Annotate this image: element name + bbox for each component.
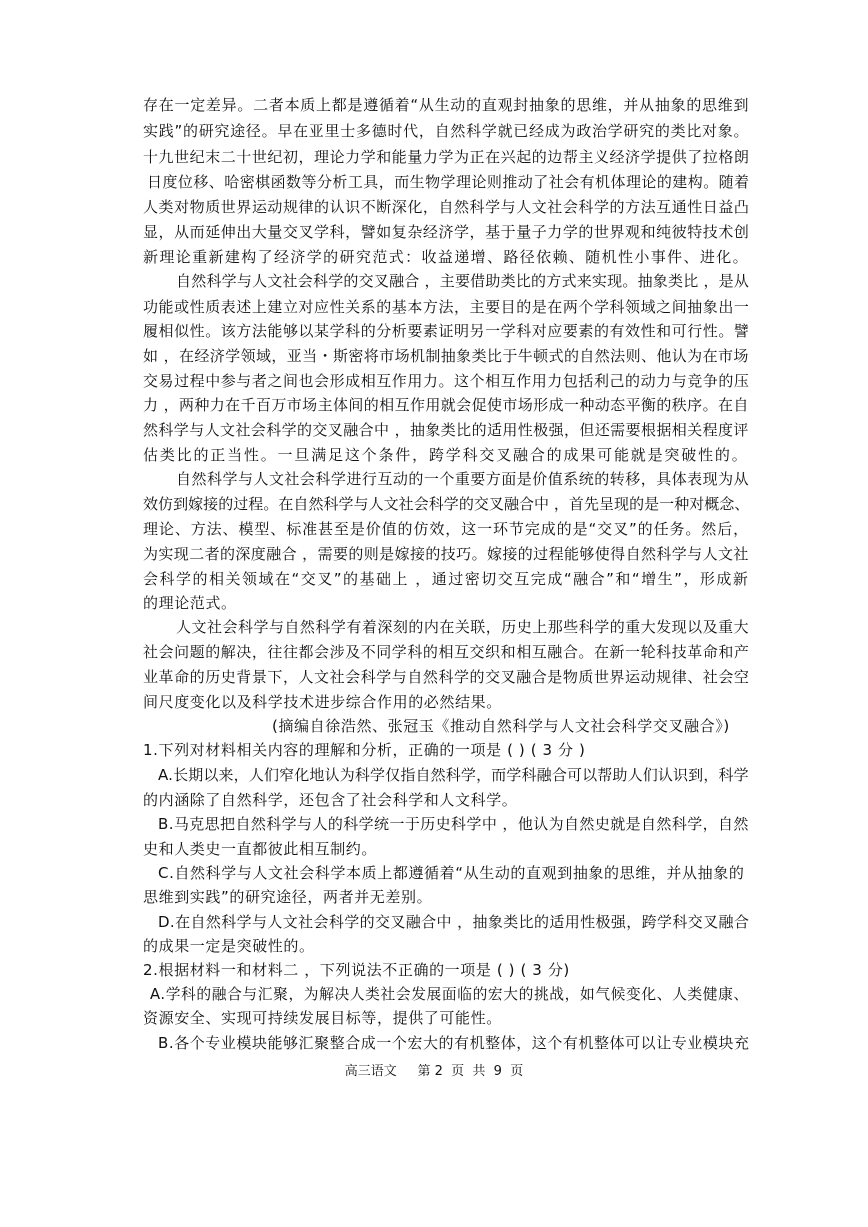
text-line: 的内涵除了自然科学，还包含了社会科学和人文科学。 xyxy=(143,791,518,809)
text-line: 履相似性。该方法能够以某学科的分析要素证明另一学科对应要素的有效性和可行性。譬 xyxy=(143,322,750,340)
text-line: 显，从而延伸出大量交叉学科，譬如复杂经济学，基于量子力学的世界观和纯彼特技术创 xyxy=(143,223,750,241)
text-line: 的成果一定是突破性的。 xyxy=(143,937,315,955)
text-line: 理论、方法、模型、标准甚至是价值的仿效，这一环节完成的是“交叉”的任务。然后， xyxy=(143,520,750,538)
text-line: 然科学与人文社会科学的交叉融合中 ，抽象类比的适用性极强，但还需要根据相关程度评 xyxy=(143,421,749,439)
question-1-option-b: B.马克思把自然科学与人的科学统一于历史科学中 ，他认为自然史就是自然科学，自然 xyxy=(158,815,749,833)
text-line: 间尺度变化以及科学技术进步综合作用的必然结果。 xyxy=(143,693,502,711)
text-line: 力 ，两种力在千百万市场主体间的相互作用就会促使市场形成一种动态平衡的秩序。在自 xyxy=(143,396,749,414)
question-1-option-a: A.长期以来，人们窄化地认为科学仅指自然科学，而学科融合可以帮助人们认识到，科学 xyxy=(158,766,749,784)
text-line: 实践”的研究途径。早在亚里士多德时代，自然科学就已经成为政治学研究的类比对象。 xyxy=(143,122,750,140)
text-line: 人类对物质世界运动规律的认识不断深化，自然科学与人文社会科学的方法互通性日益凸 xyxy=(143,198,750,216)
question-1-option-d: D.在自然科学与人文社会科学的交叉融合中 ，抽象类比的适用性极强，跨学科交叉融合 xyxy=(158,913,750,931)
question-1-option-c: C.自然科学与人文社会科学本质上都遵循着“从生动的直观到抽象的思维，并从抽象的 xyxy=(158,864,745,882)
text-line: 的理论范式。 xyxy=(143,594,237,612)
text-line: 功能或性质表述上建立对应性关系的基本方法，主要目的是在两个学科领域之间抽象出一 xyxy=(143,298,750,316)
text-line: 交易过程中参与者之间也会形成相互作用力。这个相互作用力包括利己的动力与竞争的压 xyxy=(143,372,750,390)
text-line: 会科学的相关领域在“交叉”的基础上 ，通过密切交互完成“融合”和“增生”，形成新 xyxy=(143,570,750,588)
text-line: 史和人类史一直都彼此相互制约。 xyxy=(143,840,378,858)
question-2-option-a: A.学科的融合与汇聚，为解决人类社会发展面临的宏大的挑战，如气候变化、人类健康、 xyxy=(150,985,749,1003)
text-line: 估类比的正当性。一旦满足这个条件，跨学科交叉融合的成果可能就是突破性的。 xyxy=(143,446,749,464)
question-1: 1.下列对材料相关内容的理解和分析，正确的一项是 ( ) ( 3 分 ) xyxy=(143,741,586,759)
text-line: 社会问题的解决，往往都会涉及不同学科的相互交织和相互融合。在新一轮科技革命和产 xyxy=(143,643,750,661)
question-2: 2.根据材料一和材料二 ，下列说法不正确的一项是 ( ) ( 3 分) xyxy=(143,961,570,979)
text-line: 业革命的历史背景下，人文社会科学与自然科学的交叉融合是物质世界运动规律、社会空 xyxy=(143,668,750,686)
text-line: 存在一定差异。二者本质上都是遵循着“从生动的直观封抽象的思维，并从抽象的思维到 xyxy=(143,96,750,114)
text-line: 如 ，在经济学领域，亚当・斯密将市场机制抽象类比于牛顿式的自然法则、他认为在市场 xyxy=(143,347,749,365)
text-line: 十九世纪末二十世纪初，理论力学和能量力学为正在兴起的边帮主义经济学提供了拉格朗 xyxy=(143,148,750,166)
source-citation: (摘编自徐浩然、张冠玉《推动自然科学与人文社会科学交叉融合》) xyxy=(272,717,730,735)
text-line: 新理论重新建构了经济学的研究范式：收益递增、路径依赖、随机性小事件、进化。 xyxy=(143,248,750,266)
text-line: 为实现二者的深度融合 ，需要的则是嫁接的技巧。嫁接的过程能够使得自然科学与人文社 xyxy=(143,545,749,563)
paragraph-start: 自然科学与人文社会科学的交叉融合 ，主要借助类比的方式来实现。抽象类比 ，是从 xyxy=(176,272,750,290)
page-footer: 高三语文 第 2 页 共 9 页 xyxy=(344,1064,524,1079)
paragraph-start: 人文社会科学与自然科学有着深刻的内在关联，历史上那些科学的重大发现以及重大 xyxy=(176,618,750,636)
text-line: 思维到实践”的研究途径，两者并无差别。 xyxy=(143,888,433,906)
question-2-option-b: B.各个专业模块能够汇聚整合成一个宏大的有机整体，这个有机整体可以让专业模块充 xyxy=(158,1034,750,1052)
text-line: 资源安全、实现可持续发展目标等，提供了可能性。 xyxy=(143,1009,502,1027)
text-line: 日度位移、哈密棋函数等分析工具，而生物学理论则推动了社会有机体理论的建构。随着 xyxy=(147,173,750,191)
paragraph-start: 自然科学与人文社会科学进行互动的一个重要方面是价值系统的转移，具体表现为从 xyxy=(176,470,750,488)
text-line: 效仿到嫁接的过程。在自然科学与人文社会科学的交叉融合中 ，首先呈现的是一种对概念、 xyxy=(143,495,750,513)
